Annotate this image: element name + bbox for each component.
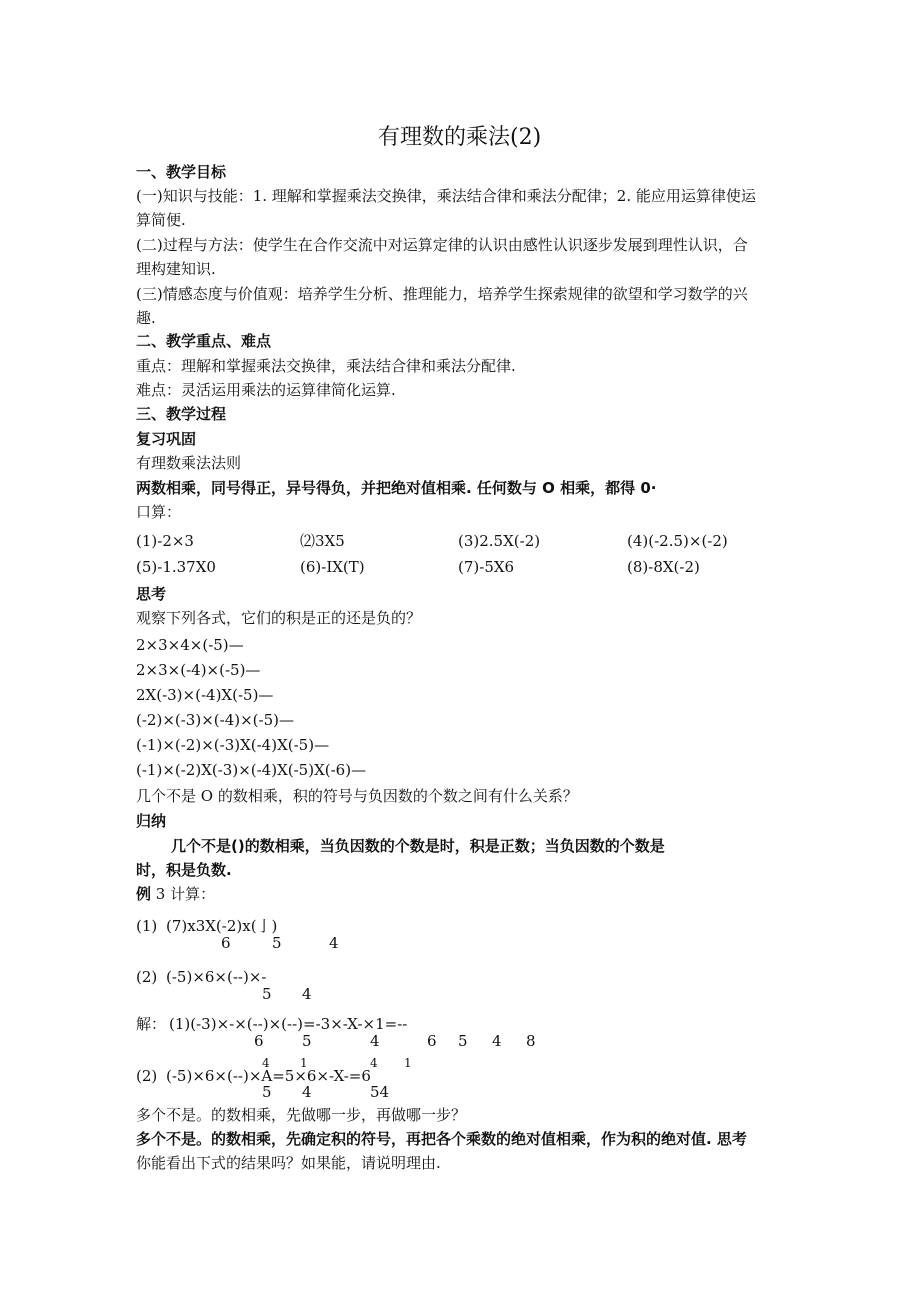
oral-label: 口算： — [136, 503, 182, 521]
section-heading-process: 三、教学过程 — [136, 405, 227, 423]
oral-item: (6)-IX(T) — [300, 558, 365, 576]
oral-item: (5)-1.37X0 — [136, 558, 216, 576]
rule-text: 两数相乘，同号得正，异号得负，并把绝对值相乘. 任何数与 O 相乘，都得 0· — [136, 479, 657, 497]
denominator: 6 — [427, 1032, 437, 1050]
oral-item: (8)-8X(-2) — [627, 558, 700, 576]
oral-item: (7)-5X6 — [458, 558, 515, 576]
denominator: 5 — [272, 934, 282, 952]
section-heading-focus: 二、教学重点、难点 — [136, 332, 272, 350]
objective-line: 算简便. — [136, 211, 186, 229]
denominator: 4 — [302, 1083, 312, 1101]
sign-question: 几个不是 O 的数相乘，积的符号与负因数的个数之间有什么关系？ — [136, 787, 578, 805]
denominator: 6 — [254, 1032, 264, 1050]
denominator: 5 — [262, 985, 272, 1003]
think-question: 观察下列各式，它们的积是正的还是负的？ — [136, 609, 422, 627]
expression: 2X(-3)×(-4)X(-5)— — [136, 686, 274, 704]
denominator: 5 — [458, 1032, 468, 1050]
expression: (-2)×(-3)×(-4)×(-5)— — [136, 711, 294, 729]
solution-expression: (1)(-3)×-×(--)×(--)=-3×-X-×1=-- — [169, 1015, 408, 1033]
numerator: 1 — [404, 1056, 412, 1070]
expression: (-1)×(-2)×(-3)X(-4)X(-5)— — [136, 736, 330, 754]
objective-line: (一)知识与技能：1. 理解和掌握乘法交换律，乘法结合律和乘法分配律；2. 能应用运算律使运 — [136, 187, 756, 205]
problem-expression: (7)x3X(-2)x(亅) — [166, 917, 278, 935]
solution-label: 解： — [136, 1015, 167, 1033]
solution-expression: (-5)×6×(--)×A=5×6×-X-=6 — [166, 1067, 371, 1085]
problem-expression: (-5)×6×(--)×- — [166, 968, 267, 986]
numerator: 4 — [262, 1056, 270, 1070]
oral-item: (1)-2×3 — [136, 532, 194, 550]
solution-number: (2) — [136, 1067, 158, 1085]
denominator: 4 — [370, 1032, 380, 1050]
problem-number: (2) — [136, 968, 158, 986]
page-title: 有理数的乘法(2) — [378, 125, 542, 150]
oral-item: (4)(-2.5)×(-2) — [627, 532, 728, 550]
denominator: 54 — [370, 1083, 390, 1101]
summary-line: 时，积是负数. — [136, 861, 232, 879]
difficulty-line: 难点：灵活运用乘法的运算律简化运算. — [136, 381, 396, 399]
objective-line: 趣. — [136, 309, 156, 327]
example-label-rest: 3 计算： — [151, 885, 216, 903]
oral-item: ⑵3X5 — [300, 532, 345, 550]
step-question: 多个不是。的数相乘，先做哪一步，再做哪一步？ — [136, 1106, 467, 1124]
problem-number: (1) — [136, 917, 158, 935]
final-question: 你能看出下式的结果吗？如果能，请说明理由. — [136, 1154, 441, 1172]
expression: 2×3×(-4)×(-5)— — [136, 661, 261, 679]
denominator: 4 — [302, 985, 312, 1003]
denominator: 8 — [526, 1032, 536, 1050]
review-heading: 复习巩固 — [136, 430, 197, 448]
example-label — [136, 884, 215, 904]
think-heading: 思考 — [136, 585, 167, 603]
expression: (-1)×(-2)X(-3)×(-4)X(-5)X(-6)— — [136, 761, 367, 779]
section-heading-objectives: 一、教学目标 — [136, 163, 227, 181]
summary-heading: 归纳 — [136, 812, 167, 830]
denominator: 6 — [221, 934, 231, 952]
numerator: 1 — [300, 1056, 308, 1070]
denominator: 5 — [302, 1032, 312, 1050]
objective-line: (二)过程与方法：使学生在合作交流中对运算定律的认识由感性认识逐步发展到理性认识，合 — [136, 236, 748, 254]
summary-line: 几个不是()的数相乘，当负因数的个数是时，积是正数；当负因数的个数是 — [171, 837, 665, 855]
focus-line: 重点：理解和掌握乘法交换律，乘法结合律和乘法分配律. — [136, 357, 516, 375]
denominator: 4 — [492, 1032, 502, 1050]
rule-title: 有理数乘法法则 — [136, 454, 242, 472]
expression: 2×3×4×(-5)— — [136, 636, 244, 654]
denominator: 5 — [262, 1083, 272, 1101]
objective-line: 理构建知识. — [136, 260, 216, 278]
step-answer: 多个不是。的数相乘，先确定积的符号，再把各个乘数的绝对值相乘，作为积的绝对值. 思考 — [136, 1130, 747, 1148]
numerator: 4 — [370, 1056, 378, 1070]
example-label-bold: 例 — [136, 885, 152, 903]
objective-line: (三)情感态度与价值观：培养学生分析、推理能力，培养学生探索规律的欲望和学习数学的兴 — [136, 285, 748, 303]
denominator: 4 — [329, 934, 339, 952]
oral-item: (3)2.5X(-2) — [458, 532, 541, 550]
